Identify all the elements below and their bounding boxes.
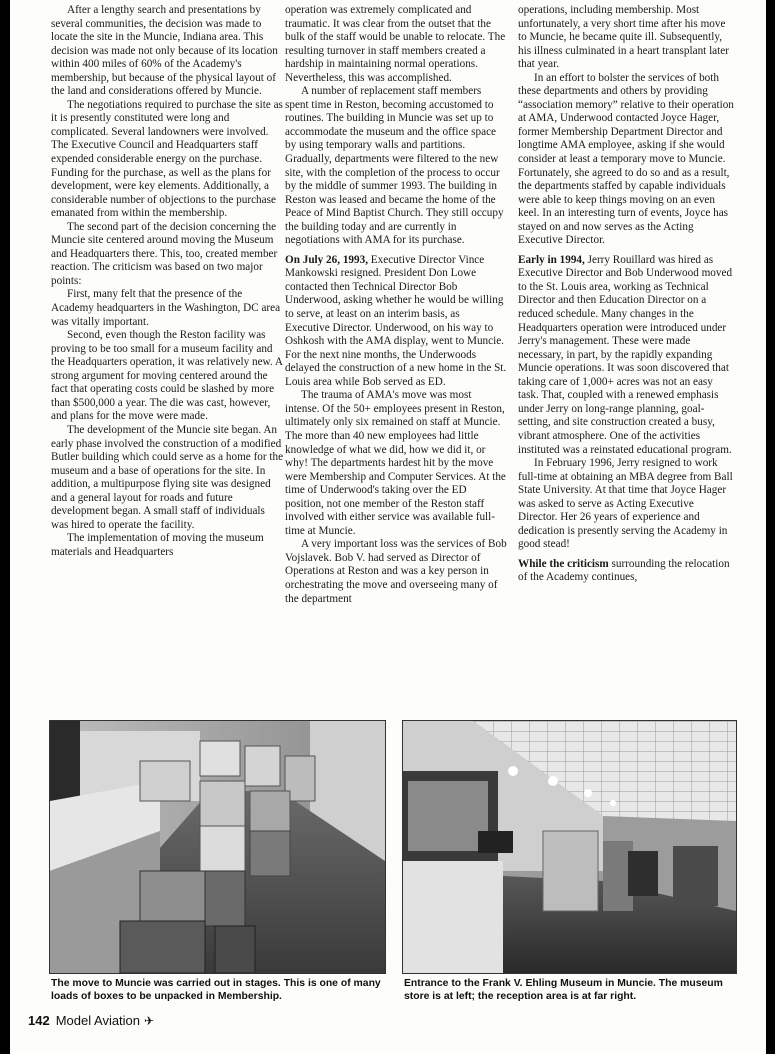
paragraph: First, many felt that the presence of the Academy headquarters in the Washington, DC area was vitally important. [51, 288, 281, 328]
paragraph: The negotiations required to purchase the site as it is presently constituted were long and complicated. Several landowners were involved. The Executive Council and Headquarters staff expended considerable energy on the purchase. Funding for the purchase, as well as the plans for development, were key elements. Additionally, a considerable number of objections to the purchase emanated from within the membership. [51, 98, 283, 220]
photo-boxes-membership [49, 720, 386, 974]
paragraph: After a lengthy search and presentations by several communities, the decision was made to locate the site in the Muncie, Indiana area. This decision was made not only because of its location within 400 miles of 60% of the Academy's membership, but because of the physical layout of the land and considerations offered by Muncie. [51, 4, 278, 98]
photo-museum-entrance [402, 720, 737, 974]
paragraph: Second, even though the Reston facility was proving to be too small for a museum facility and the Headquarters operation, it was relatively new. A strong argument for moving centered around the fact that operating costs could be slashed by more than $500,000 a year. The die was cast, however, and plans for the move were made. [51, 329, 283, 423]
paragraph-text: Executive Director Vince Mankowski resigned. President Don Lowe contacted then Technical Director Bob Underwood, asking whether he would be willing to serve, at least on an interim basis, as Executive Director. Underwood, on his way to Oshkosh with the AMA display, went to Muncie. For the next nine months, the Underwoods delayed the construction of a new home in the St. Louis area while Bob served as ED. [285, 253, 507, 388]
paragraph-text: surrounding the relocation of the Academy continues, [518, 557, 730, 584]
run-in-heading: On July 26, 1993, [285, 253, 368, 266]
paragraph: The development of the Muncie site began. An early phase involved the construction of a modified Butler building which could serve as a home for the museum and a base of operations for the site. In addition, a multipurpose flying site was designed and a general layout for roads and future development began. A small staff of individuals was hired to operate the facility. [51, 423, 284, 531]
paragraph-lead [518, 558, 736, 585]
paragraph-lead [518, 254, 736, 457]
museum-photo-illustration [403, 721, 736, 973]
paragraph: The trauma of AMA's move was most intense. Of the 50+ employees present in Reston, ultimately only six remained on staff at Muncie. The more than 40 new employees had little knowledge of what we did, how we did it, or why! The departments hardest hit by the move were Membership and Computer Services. At the time of Underwood's taking over the ED position, not one member of the Reston staff involved with either service was available full-time at Muncie. [285, 389, 506, 537]
publication-name: Model Aviation [55, 1013, 141, 1028]
paragraph: In an effort to bolster the services of both these departments and others by providing “association memory” relative to their operation at AMA, Underwood contacted Joyce Hager, former Membership Department Director and longtime AMA employee, asking if she would consider at least a temporary move to Muncie. Fortunately, she agreed to do so and as a result, the departments staffed by capable individuals were able to keep things moving on an even keel. In an interesting turn of events, Joyce has stayed on and now serves as the Acting Executive Director. [518, 71, 734, 247]
paragraph: A very important loss was the services of Bob Vojslavek. Bob V. had served as Director of Operations at Reston and was a key person in orchestrating the move and overseeing many of the department [285, 538, 507, 605]
run-in-heading: Early in 1994, [518, 253, 585, 266]
paragraph: operations, including membership. Most unfortunately, a very short time after his move to Muncie, he became quite ill. Subsequently, his illness culminated in a heart transplant later that year. [518, 4, 729, 71]
text-column-1 [51, 4, 285, 559]
run-in-heading: While the criticism [518, 557, 609, 570]
photo-caption-right: Entrance to the Frank V. Ehling Museum in Muncie. The museum store is at left; the reception area is at far right. [404, 978, 723, 1002]
page-number: 142 [28, 1013, 50, 1028]
paragraph: A number of replacement staff members spent time in Reston, becoming accustomed to routines. The building in Muncie was set up to accommodate the museum and the office space by using temporary walls and partitions. Gradually, departments were filtered to the new site, with the completion of the process to occur by the middle of summer 1993. The building in Reston was leased and became the home of the Peace of Mind Baptist Church. They still occupy the building today and are currently in negotiations with AMA for its purchase. [285, 85, 504, 247]
paragraph: In February 1996, Jerry resigned to work full-time at obtaining an MBA degree from Ball State University. At that time that Joyce Hager was asked to serve as Acting Executive Director. Her 26 years of experience and dedication is presently serving the Academy in good stead! [518, 457, 733, 551]
airplane-icon: ✈ [144, 1014, 155, 1028]
boxes-photo-illustration [50, 721, 385, 973]
paragraph: operation was extremely complicated and traumatic. It was clear from the outset that the bulk of the staff would be unable to relocate. The resulting turnover in staff members created a hardship in maintaining normal operations. Nevertheless, this was accomplished. [285, 4, 506, 84]
page-footer [28, 1013, 154, 1028]
paragraph: The implementation of moving the museum materials and Headquarters [51, 532, 264, 558]
paragraph: The second part of the decision concerning the Muncie site centered around moving the Museum and Headquarters there. This, too, created member reaction. The criticism was based on two major points: [51, 220, 278, 287]
paragraph-text: Jerry Rouillard was hired as Executive Director and Bob Underwood moved to the St. Louis area, working as Technical Director and then Education Director on a reduced schedule. Many changes in the Headquarters operation were introduced under Jerry's management. These were made necessary, in part, by the rapidly expanding Muncie operations. It was soon discovered that taking care of 1,000+ acres was not an easy task. That, coupled with a renewed emphasis under Jerry on long-range planning, goal-setting, and site construction created a busy, vibrant atmosphere. One of the activities instituted was a reinstated educational program. [518, 253, 733, 456]
photo-caption-left: The move to Muncie was carried out in stages. This is one of many loads of boxes to be unpacked in Membership. [51, 978, 381, 1002]
text-column-2 [285, 4, 507, 606]
paragraph-lead [285, 254, 507, 389]
text-column-3 [518, 4, 736, 585]
magazine-page [10, 0, 766, 1054]
